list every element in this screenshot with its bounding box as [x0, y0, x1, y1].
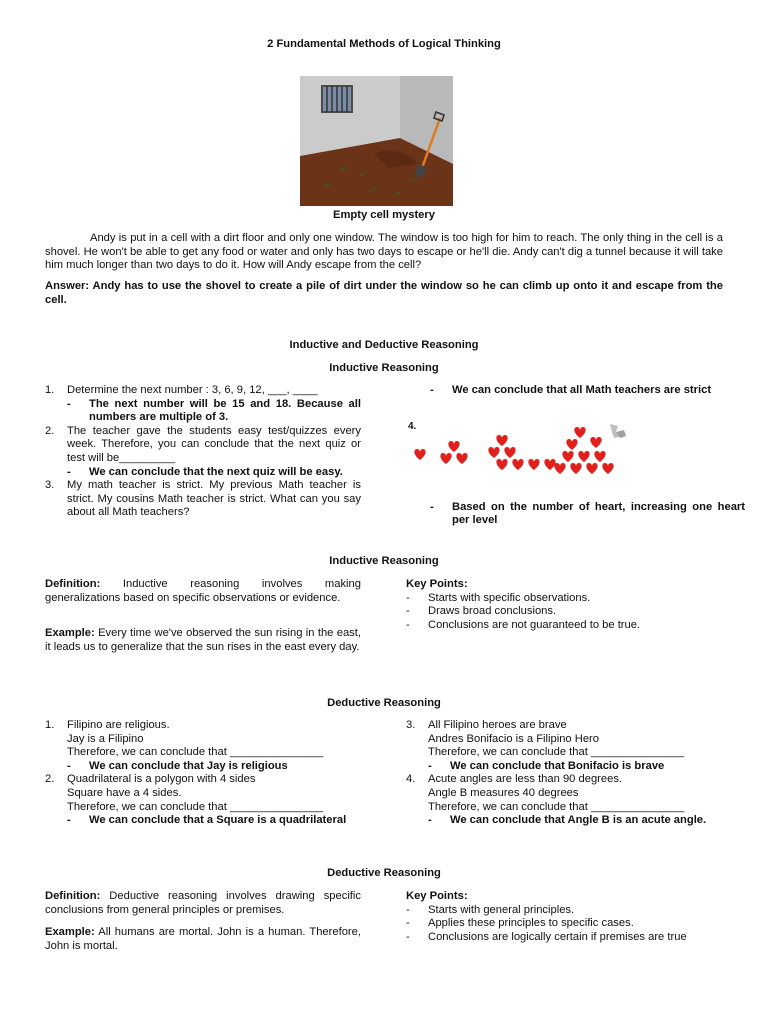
page-title: 2 Fundamental Methods of Logical Thinking [267, 38, 501, 50]
cell-illustration [300, 76, 453, 206]
deductive-def-heading: Deductive Reasoning [327, 867, 441, 879]
inductive-def-heading: Inductive Reasoning [329, 555, 439, 567]
deductive-example: Example: All humans are mortal. John is a human. Therefore, John is mortal. [45, 926, 361, 952]
list-item-answer: - We can conclude that a Square is a quadrilateral [67, 814, 347, 827]
deductive-examples-heading: Deductive Reasoning [327, 697, 441, 709]
list-item: 4. Acute angles are less than 90 degrees. Angle B measures 40 degrees Therefore, we can conclude that _______________ [406, 773, 685, 813]
list-item: - Conclusions are not guaranteed to be true. [406, 618, 641, 631]
heart-pattern-figure [406, 418, 630, 480]
list-item: 1. Filipino are religious. Jay is a Filipino Therefore, we can conclude that _______________ [45, 719, 324, 759]
list-item: 3. All Filipino heroes are brave Andres Bonifacio is a Filipino Hero Therefore, we can conclude that _______________ [406, 719, 685, 759]
list-item-answer: - We can conclude that Bonifacio is brave [428, 759, 665, 772]
deductive-key-points: Key Points: - Starts with general principles. - Applies these principles to specific cases. - Conclusions are logically certain if premises are true [406, 890, 736, 944]
mystery-caption: Empty cell mystery [333, 209, 435, 221]
list-item: 3. My math teacher is strict. My previous Math teacher is strict. My cousins Math teacher is strict. What can you say about all Math teachers? [45, 479, 361, 519]
list-item: - Applies these principles to specific cases. [406, 917, 634, 930]
list-item: 2. Quadrilateral is a polygon with 4 sides Square have a 4 sides. Therefore, we can conclude that _______________ [45, 773, 324, 813]
mystery-answer: Answer: Andy has to use the shovel to create a pile of dirt under the window so he can climb up onto it and escape from the cell. [45, 280, 723, 306]
list-item-answer: - We can conclude that the next quiz will be easy. [67, 465, 343, 478]
deductive-examples-left [45, 719, 361, 828]
list-item-answer: - We can conclude that Jay is religious [67, 759, 288, 772]
deductive-examples-right [406, 719, 722, 828]
inductive-example: Example: Every time we've observed the sun rising in the east, it leads us to generalize that the sun rises in the east every day. [45, 627, 361, 653]
list-item-answer: - The next number will be 15 and 18. Because all numbers are multiple of 3. [67, 397, 361, 424]
list-item: 1. Determine the next number : 3, 6, 9, 12, ___, ____ [45, 384, 318, 396]
inductive-examples-left [45, 384, 361, 520]
answer-3: - We can conclude that all Math teachers are strict [430, 384, 712, 396]
inductive-examples-heading: Inductive Reasoning [329, 362, 439, 374]
list-item: 2. The teacher gave the students easy test/quizzes every week. Therefore, you can conclude that the next quiz or test will be_________ [45, 424, 361, 464]
inductive-definition: Definition: Inductive reasoning involves making generalizations based on specific observations or evidence. [45, 578, 361, 604]
list-item: - Starts with general principles. [406, 903, 575, 916]
list-item: - Conclusions are logically certain if premises are true [406, 930, 687, 943]
section-heading: Inductive and Deductive Reasoning [289, 339, 479, 351]
inductive-key-points: Key Points: - Starts with specific observations. - Draws broad conclusions. - Conclusions are not guaranteed to be true. [406, 578, 726, 632]
list-item: - Draws broad conclusions. [406, 605, 557, 618]
mystery-paragraph: Andy is put in a cell with a dirt floor and only one window. The window is too high for him to reach. The only thing in the cell is a shovel. He won't be able to get any food or water and only has two days to escape or he'll die. Andy can't dig a tunnel because it will take him much longer than two days to do it. How will Andy escape from the cell? [45, 232, 723, 272]
figure-label: 4. [408, 421, 417, 432]
list-item: - Starts with specific observations. [406, 591, 591, 604]
answer-4: - Based on the number of heart, increasing one heart per level [430, 500, 745, 527]
list-item-answer: - We can conclude that Angle B is an acute angle. [428, 814, 707, 827]
deductive-definition: Definition: Deductive reasoning involves drawing specific conclusions from general principles or premises. [45, 890, 361, 916]
